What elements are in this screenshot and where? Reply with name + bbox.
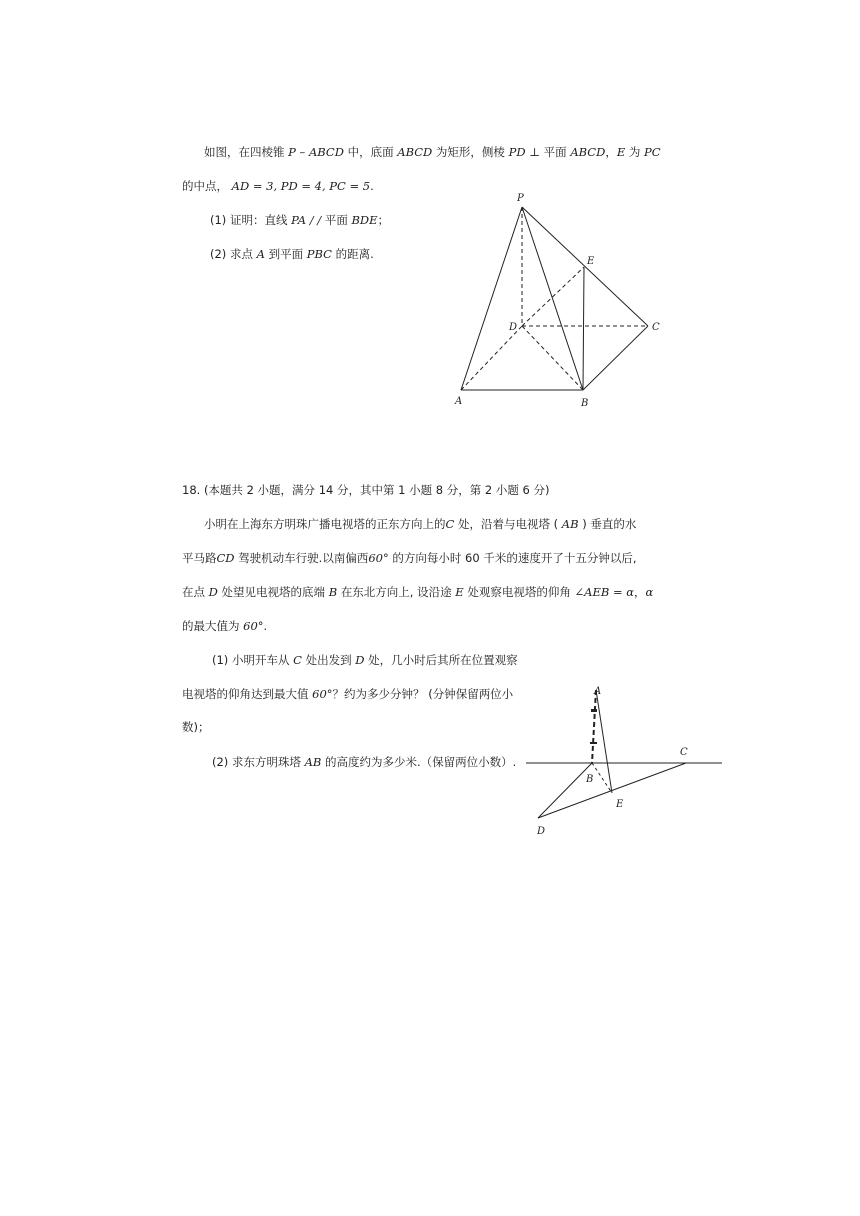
text: 驾驶机动车行驶.以南偏西 — [238, 551, 369, 565]
segment-DB — [538, 763, 592, 818]
math: 60° — [312, 687, 333, 701]
edge-DE-dashed — [522, 267, 584, 326]
p17-stem-line2 — [182, 179, 374, 193]
text: 为 — [628, 145, 641, 159]
text: 的距离. — [335, 247, 374, 261]
edge-AD-dashed — [461, 326, 522, 390]
math: ABCD — [570, 145, 606, 159]
tower-marker-top — [591, 709, 597, 712]
text: 处，几小时后其所在位置观察 — [368, 653, 518, 667]
text: (2) 求点 — [210, 247, 253, 261]
p17-question-1 — [210, 213, 389, 227]
text: 中，底面 — [347, 145, 394, 159]
text: 在点 — [182, 585, 205, 599]
text: ， — [605, 145, 617, 159]
math: E — [616, 145, 626, 159]
math: PA / / — [291, 213, 322, 227]
label-A: A — [455, 396, 463, 407]
text: 的方向每小时 60 千米的速度开了十五分钟以后, — [392, 551, 637, 565]
math: α — [645, 585, 654, 599]
math: BDE — [351, 213, 378, 227]
math: A — [256, 247, 265, 261]
text: 处出发到 — [305, 653, 352, 667]
p18-para-line2 — [182, 551, 637, 565]
text: 平面 — [543, 145, 567, 159]
edge-BC — [583, 326, 648, 390]
pyramid-figure — [450, 188, 670, 413]
math: C — [293, 653, 302, 667]
text: ； — [377, 213, 390, 227]
text: (1) 小明开车从 — [212, 653, 290, 667]
tower-figure — [520, 680, 730, 840]
text: . — [263, 619, 268, 633]
label-A: A — [594, 686, 602, 697]
text: 处，沿着与电视塔 ( — [457, 517, 559, 531]
math: 60° — [368, 551, 389, 565]
label-D: D — [537, 826, 546, 837]
edge-PA — [461, 207, 522, 390]
math: D — [355, 653, 365, 667]
text: 的中点， — [182, 179, 228, 193]
math: CD — [216, 551, 235, 565]
math: PBC — [306, 247, 332, 261]
tower-AB-dashed — [592, 690, 596, 763]
segment-AE — [596, 690, 612, 793]
p18-para-line4 — [182, 619, 267, 633]
text: 平马路 — [182, 551, 217, 565]
text: 处观察电视塔的仰角 — [467, 585, 571, 599]
p18-para-line1 — [204, 517, 636, 531]
math: D — [208, 585, 218, 599]
label-B: B — [581, 398, 589, 409]
text: ， — [634, 585, 646, 599]
p18-question-1-line3: 数)； — [182, 720, 210, 734]
text: (2) 求东方明珠塔 — [212, 755, 301, 769]
text: . — [370, 179, 374, 193]
p17-stem-line1 — [204, 145, 661, 159]
text: 小明在上海东方明珠广播电视塔的正东方向上的 — [204, 517, 446, 531]
label-D: D — [509, 322, 518, 333]
math: C — [445, 517, 455, 531]
p18-question-1-line1 — [212, 653, 518, 667]
math: ABCD — [397, 145, 433, 159]
p18-para-line3 — [182, 585, 653, 599]
text: 的高度约为多少米.（保留两位小数）. — [325, 755, 517, 769]
math: AD = 3, PD = 4, PC = 5 — [231, 179, 371, 193]
text: 处望见电视塔的底端 — [221, 585, 326, 599]
text: 如图，在四棱锥 — [204, 145, 285, 159]
p17-question-2 — [210, 247, 374, 261]
label-E: E — [587, 256, 595, 267]
label-E: E — [616, 799, 624, 810]
math: P – ABCD — [288, 145, 344, 159]
edge-BE — [583, 267, 584, 390]
edge-PC — [522, 207, 648, 326]
math: AB — [304, 755, 322, 769]
text: (1) 证明：直线 — [210, 213, 288, 227]
text: 为矩形，侧棱 — [435, 145, 505, 159]
math: B — [328, 585, 338, 599]
p18-question-1-line2 — [182, 687, 513, 701]
math: PD ⊥ — [508, 145, 541, 159]
p18-question-2 — [212, 755, 516, 769]
label-C: C — [680, 747, 688, 758]
text: ) 垂直的水 — [582, 517, 637, 531]
text: 平面 — [324, 213, 348, 227]
text: 电视塔的仰角达到最大值 — [182, 687, 309, 701]
math: PC — [644, 145, 661, 159]
tower-marker-mid — [590, 742, 597, 744]
edge-PB — [522, 207, 583, 390]
label-P: P — [517, 193, 524, 204]
text: 在东北方向上, 设沿途 — [340, 585, 452, 599]
math: E — [455, 585, 464, 599]
math: 60° — [243, 619, 264, 633]
math: ∠AEB = α — [574, 585, 634, 599]
segment-BE-dashed — [592, 763, 612, 793]
edge-DB-dashed — [522, 326, 583, 390]
p18-header: 18. (本题共 2 小题，满分 14 分，其中第 1 小题 8 分，第 2 小题 6 分) — [182, 483, 550, 497]
text: 的最大值为 — [182, 619, 240, 633]
label-B: B — [586, 774, 594, 785]
text: 到平面 — [268, 247, 304, 261]
math: AB — [561, 517, 579, 531]
label-C: C — [652, 322, 660, 333]
text: ？约为多少分钟？ (分钟保留两位小 — [332, 687, 514, 701]
